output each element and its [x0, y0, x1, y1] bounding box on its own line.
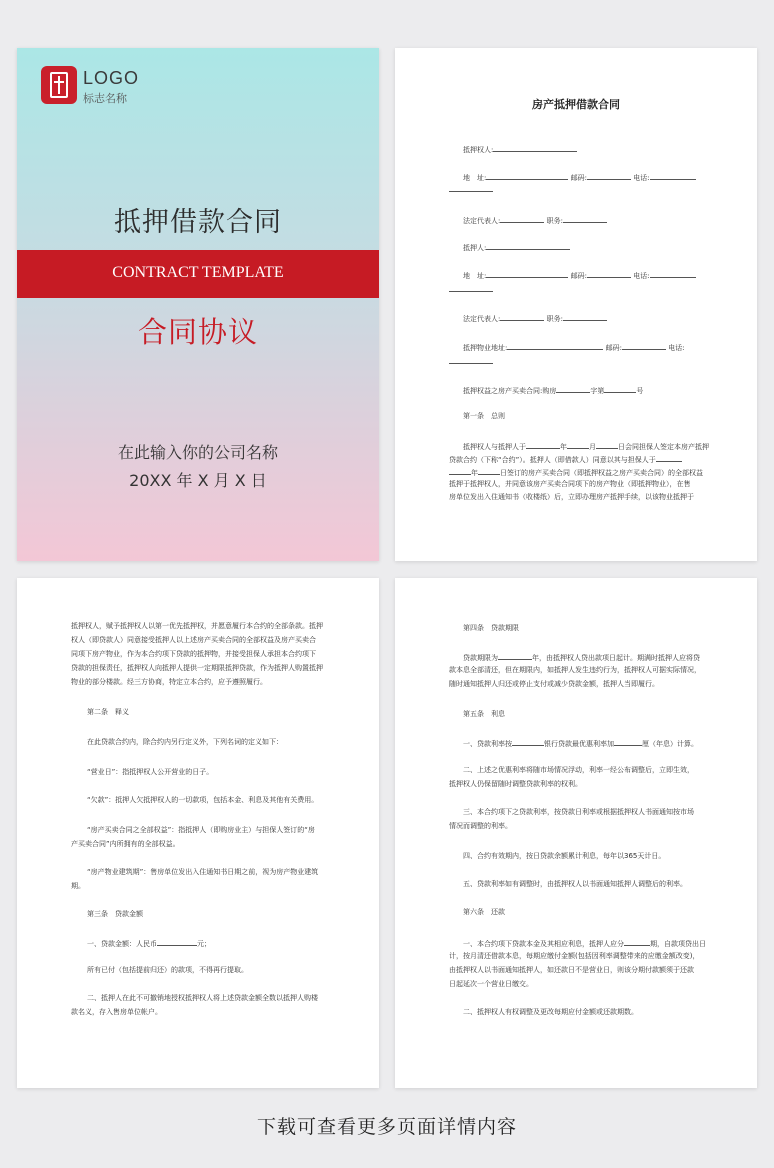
cover-title: 抵押借款合同: [114, 207, 282, 238]
logo-icon: [41, 66, 77, 104]
cover-subtitle: 合同协议: [137, 315, 258, 349]
definition-intro: 在此贷款合约内，除合约内另行定义外，下列名词的定义如下：: [87, 738, 283, 746]
amount-note: 所有已付（包括提前归还）的款项，不得再行提取。: [87, 966, 248, 974]
address-line-2: 地 址: 邮码: 电话:: [463, 270, 696, 281]
cover-page: [17, 48, 379, 561]
paragraph-line: 四、合约有效期内，按日贷款余额累计利息，每年以365天计日。: [463, 852, 666, 860]
paragraph-line: 随时通知抵押人归还或停止支付或减少贷款金额，抵押人当即履行。: [449, 680, 659, 688]
paragraph-line: 三、本合约项下之贷款利率，按贷款日利率或根据抵押权人书面通知按市场: [463, 808, 694, 816]
legal-rep-line: 法定代表人: 职务:: [463, 215, 607, 226]
paragraph-line: 贷款合约（下称“合约”）。抵押人（即借款人）同意以其与担保人于: [449, 454, 682, 465]
article-1-heading: 第一条 总则: [463, 412, 505, 420]
cover-date: 20XX 年 X 月 X 日: [129, 471, 267, 490]
contract-page-1: [395, 48, 757, 561]
interest-line: 一、贷款利率按 银行贷款最优惠利率加 厘（年息）计算。: [463, 740, 698, 748]
paragraph-line: 二、上述之优惠利率将随市场情况浮动，利率一经公布调整后，立即生效，: [463, 766, 694, 774]
paragraph-line: 房单位发出入住通知书（收楼纸）后，立即办理房产抵押手续，以该物业抵押于: [449, 493, 694, 501]
article-4-heading: 第四条 贷款期限: [463, 624, 519, 632]
line-continuation: [449, 356, 493, 367]
article-2-heading: 第二条 释义: [87, 708, 129, 716]
address-line: 地 址: 邮码: 电话:: [463, 172, 696, 183]
paragraph-line: 情况而调整的利率。: [449, 822, 512, 830]
line-continuation: [449, 184, 493, 195]
paragraph-line: 贷款的担保责任，抵押权人向抵押人提供一定期限抵押贷款，作为抵押人购置抵押: [71, 664, 323, 672]
red-band: [17, 250, 379, 298]
definition-item: 期。: [71, 882, 85, 890]
logo-text: LOGO: [83, 68, 140, 88]
footer-caption: 下载可查看更多页面详情内容: [256, 1116, 517, 1138]
paragraph-line: 一、本合约项下贷款本金及其相应利息，抵押人应分 期，自款项贷出日: [463, 940, 706, 948]
paragraph-line: 抵押权人，赋予抵押权人以第一优先抵押权，并愿意履行本合约的全部条款。抵押: [71, 622, 323, 630]
definition-item: “房产买卖合同之全部权益”：指抵押人（即购房业主）与担保人签订的“房: [87, 826, 315, 834]
line-continuation: [449, 284, 493, 295]
article-3-heading: 第三条 贷款金额: [87, 910, 143, 918]
contract-page-3: [395, 578, 757, 1088]
paragraph-line: 款名义，存入售房单位帐户。: [71, 1008, 162, 1016]
paragraph-line: 二、抵押人在此不可撤销地授权抵押权人将上述贷款金额全数以抵押人购楼: [87, 994, 318, 1002]
paragraph-line: 日起延次一个营业日缴交。: [449, 980, 533, 988]
contract-page-2: [17, 578, 379, 1088]
loan-amount-line: 一、贷款金额：人民币 元；: [87, 940, 211, 948]
definition-item: 产买卖合同”内所拥有的全部权益。: [71, 840, 180, 848]
property-address-line: 抵押物业地址: 邮码: 电话:: [463, 344, 685, 352]
paragraph-line: 抵押于抵押权人，并同意该房产买卖合同项下的房产物业（即抵押物业），在售: [449, 480, 691, 488]
legal-rep-line-2: 法定代表人: 职务:: [463, 313, 607, 324]
definition-item: “营业日”：指抵押权人公开营业的日子。: [87, 768, 214, 776]
article-6-heading: 第六条 还款: [463, 908, 505, 916]
paragraph-line: 由抵押权人以书面通知抵押人，如还款日不是营业日，则该分期付款额须于还款: [449, 966, 694, 974]
paragraph-line: 抵押权人仍保留随时调整贷款利率的权利。: [449, 780, 582, 788]
article-5-heading: 第五条 利息: [463, 710, 505, 718]
definition-item: “欠款”：抵押人欠抵押权人的一切款项，包括本金、利息及其他有关费用。: [87, 796, 319, 804]
paragraph-line: 计，按月清还借款本息，每期应缴付金额(包括因利率调整带来的应缴金额改变)，: [449, 952, 700, 960]
mortgagee-line: 抵押权人:: [463, 144, 577, 155]
paragraph-line: 二、抵押权人有权调整及更改每期应付金额或还款期数。: [463, 1008, 638, 1016]
company-name: 在此输入你的公司名称: [117, 443, 278, 462]
paragraph-line: 权人（即贷款人）同意接受抵押人以上述房产买卖合同的全部权益及房产买卖合: [71, 636, 316, 644]
logo-subtitle: 标志名称: [83, 92, 127, 105]
paragraph-line: 年 日签订的房产买卖合同（即抵押权益之房产买卖合同）的全部权益: [449, 467, 703, 478]
paragraph-line: 贷款期限为 年，由抵押权人贷出款项日起计。期满时抵押人应将贷: [463, 654, 700, 662]
mortgagor-line: 抵押人:: [463, 242, 570, 253]
band-text: CONTRACT TEMPLATE: [112, 264, 284, 281]
paragraph-line: 物业的部分楼款。经三方协商，特定立本合约，应予遵照履行。: [71, 678, 267, 686]
paragraph-line: 同项下房产物业，作为本合约项下贷款的抵押物，并接受担保人承担本合约项下: [71, 650, 316, 658]
contract-ref-line: 抵押权益之房产买卖合同:购房 字第 号: [463, 387, 644, 395]
paragraph-line: 款本息全部清还，但在期限内，如抵押人发生违约行为，抵押权人可据实际情况，: [449, 666, 701, 674]
definition-item: “房产物业建筑期”：售房单位发出入住通知书日期之前，视为房产物业建筑: [87, 868, 319, 876]
document-title: 房产抵押借款合同: [532, 98, 620, 111]
paragraph-line: 抵押权人与抵押人于 年 月 日会同担保人签定本房产抵押: [463, 443, 709, 451]
paragraph-line: 五、贷款利率如有调整时，由抵押权人以书面通知抵押人调整后的利率。: [463, 880, 687, 888]
